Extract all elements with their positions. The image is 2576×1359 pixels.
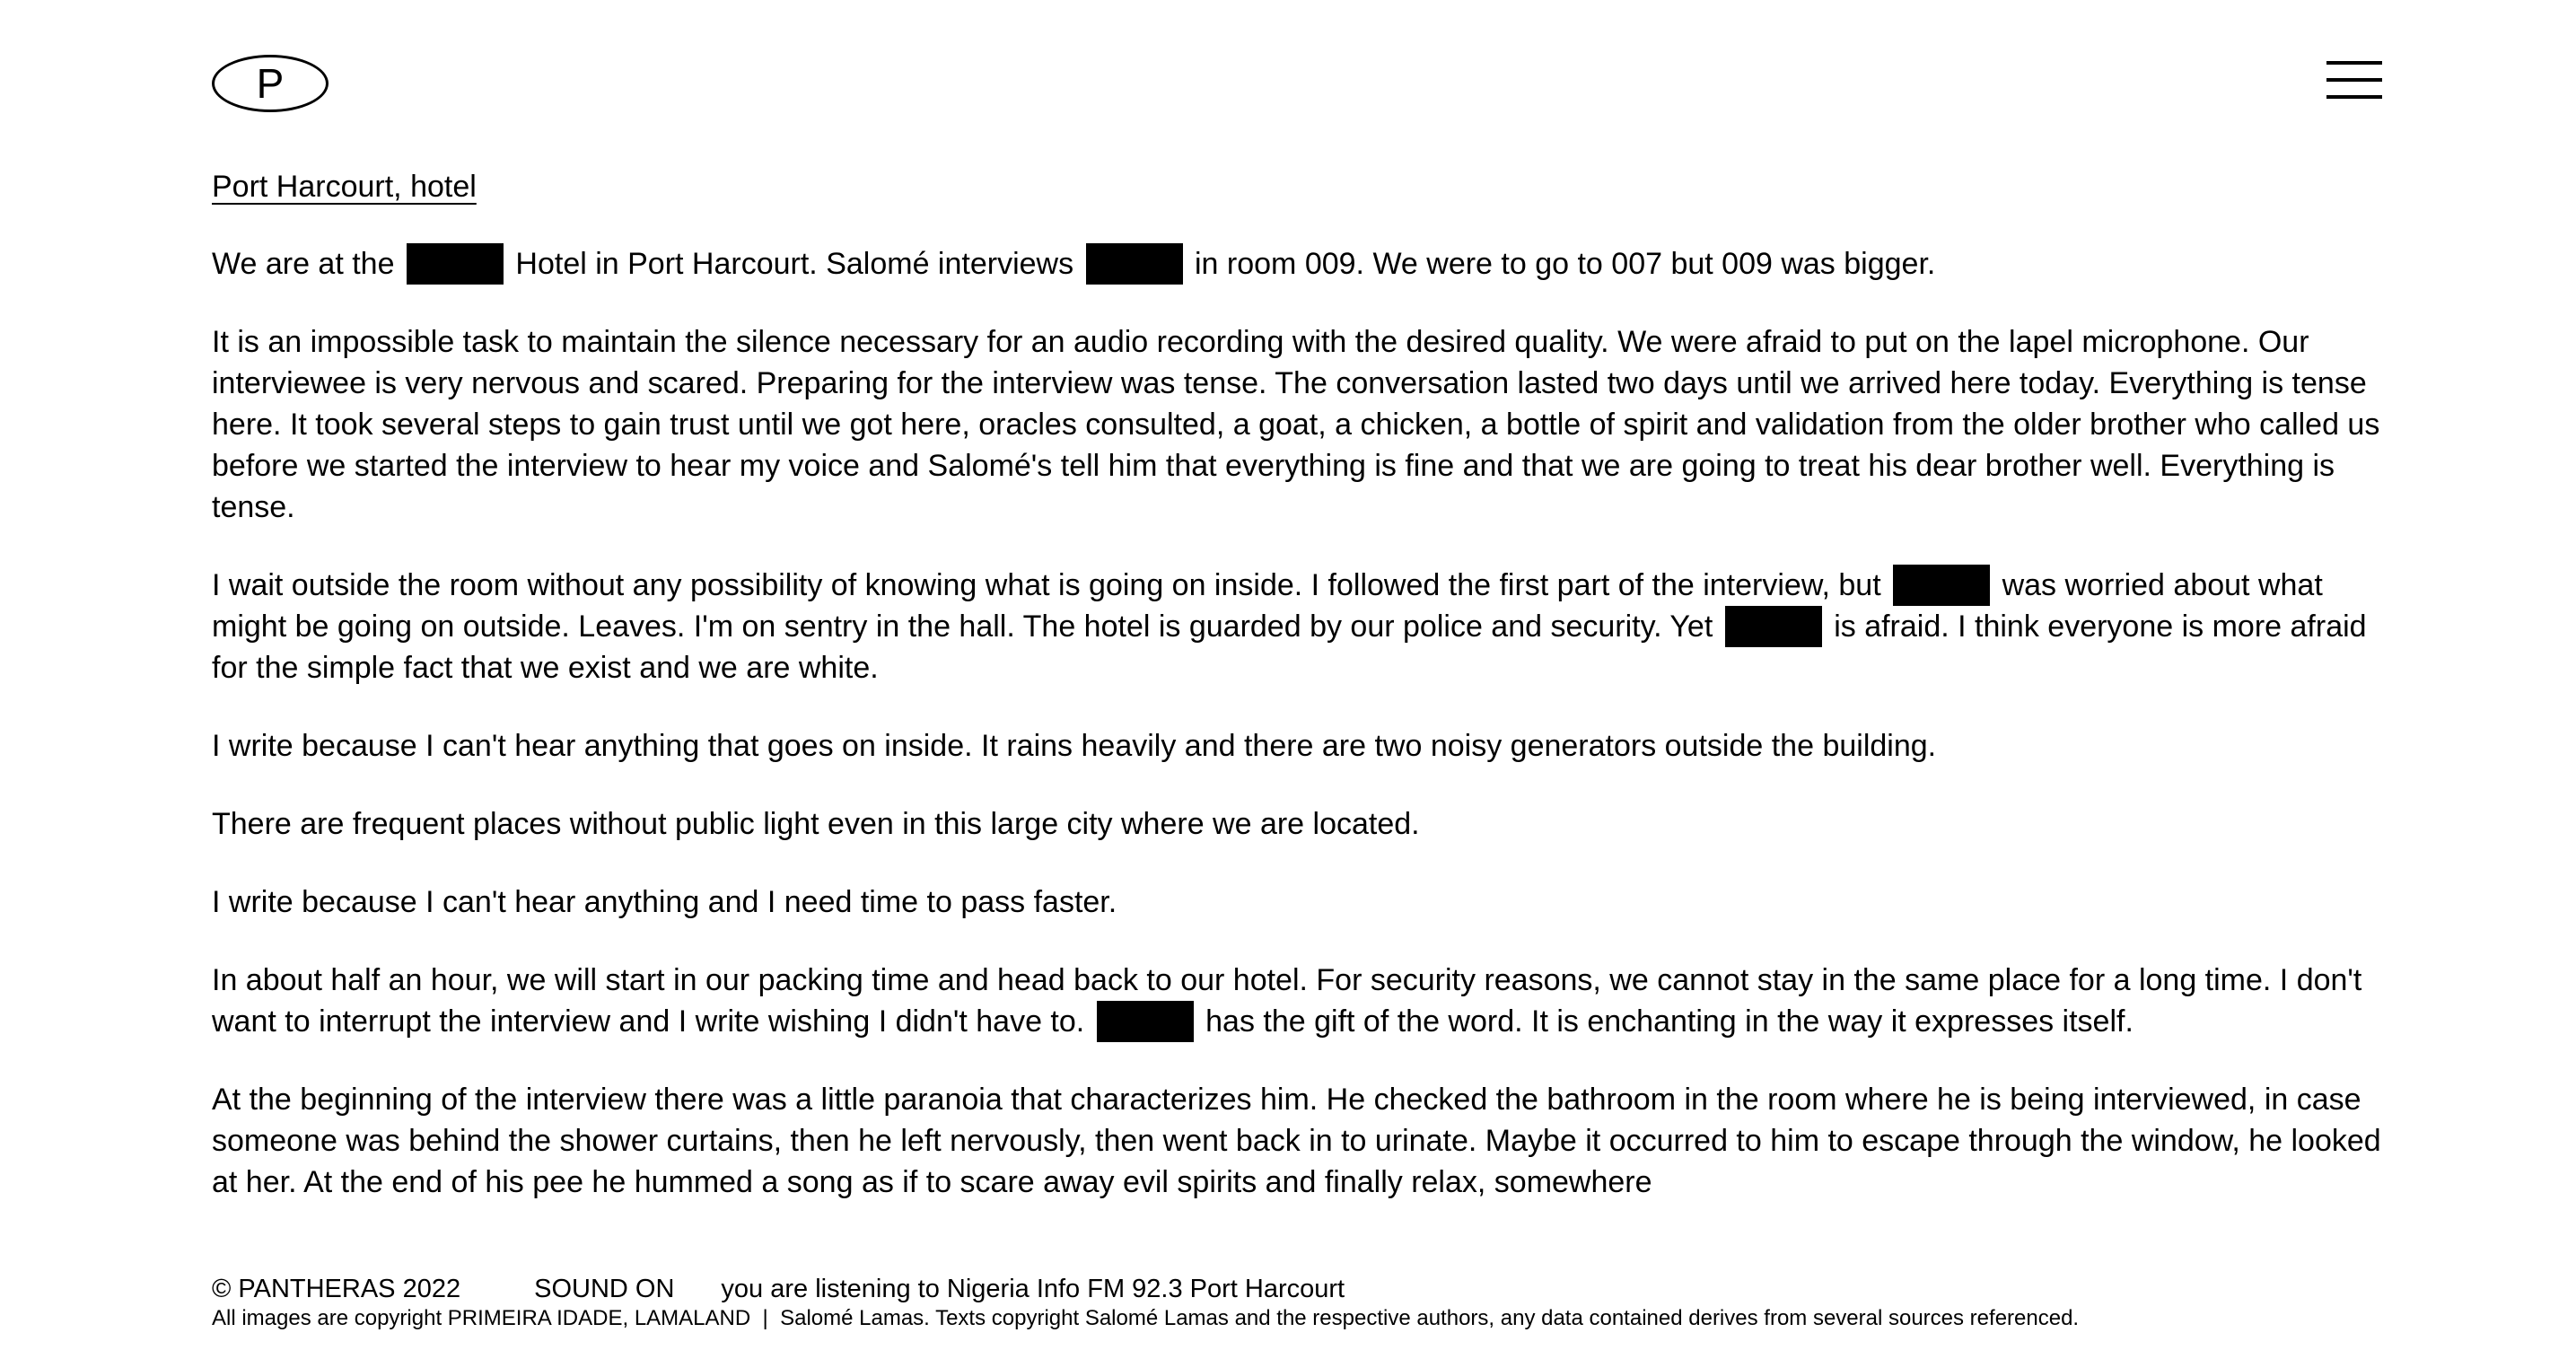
redaction-block [1097, 1001, 1194, 1042]
paragraph-7: In about half an hour, we will start in our packing time and head back to our hotel. For security reasons, we cannot stay in the same place for a long time. I don't want to interrupt the interview and I write wishing I didn't have to. has the gift of the word. It is enchanting in the way it expresses itself. [212, 960, 2393, 1042]
paragraph-2: It is an impossible task to maintain the silence necessary for an audio recording with the desired quality. We were afraid to put on the lapel microphone. Our interviewee is very nervous and scared. Preparing for the interview was tense. The conversation lasted two days until we arrived here today. Everything is tense here. It took several steps to gain trust until we got here, oracles consulted, a goat, a chicken, a bottle of spirit and validation from the older brother who called us before we started the interview to hear my voice and Salomé's tell him that everything is fine and that we are going to treat his dear brother well. Everything is tense. [212, 325, 2380, 524]
paragraph-4: I write because I can't hear anything that goes on inside. It rains heavily and there are two noisy generators outside the building. [212, 729, 1937, 763]
paragraph-1: We are at the Hotel in Port Harcourt. Salomé interviews in room 009. We were to go to 007 but 009 was bigger. [212, 243, 2393, 285]
logo-letter: P [256, 60, 285, 107]
footer [212, 1273, 2393, 1332]
redaction-block [1086, 243, 1183, 285]
sound-toggle-button[interactable]: SOUND ON [534, 1275, 675, 1303]
paragraph-5: There are frequent places without public light even in this large city where we are located. [212, 807, 1420, 841]
copyright-text: © PANTHERAS 2022 [212, 1275, 461, 1303]
now-playing-text: you are listening to Nigeria Info FM 92.3 Port Harcourt [721, 1275, 1345, 1303]
logo-button[interactable] [212, 55, 329, 112]
redaction-block [1893, 565, 1990, 606]
redaction-block [1725, 606, 1822, 647]
paragraph-8: At the beginning of the interview there was a little paranoia that characterizes him. He checked the bathroom in the room where he is being interviewed, in case someone was behind the shower curtains, then he left nervously, then went back in to urinate. Maybe it occurred to him to escape through the window, he looked at her. At the end of his pee he hummed a song as if to scare away evil spirits and finally relax, somewhere [212, 1083, 2381, 1199]
paragraph-6: I write because I can't hear anything and I need time to pass faster. [212, 885, 1117, 919]
article-body [212, 166, 2393, 1243]
hamburger-menu-icon[interactable] [2326, 59, 2382, 101]
location-link[interactable]: Port Harcourt, hotel [212, 170, 477, 204]
redaction-block [407, 243, 504, 285]
credits-text: All images are copyright PRIMEIRA IDADE, LAMALAND | Salomé Lamas. Texts copyright Salomé Lamas and the respective authors, any data contained derives from several sources referenced. [212, 1306, 2080, 1330]
paragraph-3: I wait outside the room without any possibility of knowing what is going on inside. I followed the first part of the interview, but was worried about what might be going on outside. Leaves. I'm on sentry in the hall. The hotel is guarded by our police and security. Yet is afraid. I think everyone is more afraid for the simple fact that we exist and we are white. [212, 565, 2393, 688]
